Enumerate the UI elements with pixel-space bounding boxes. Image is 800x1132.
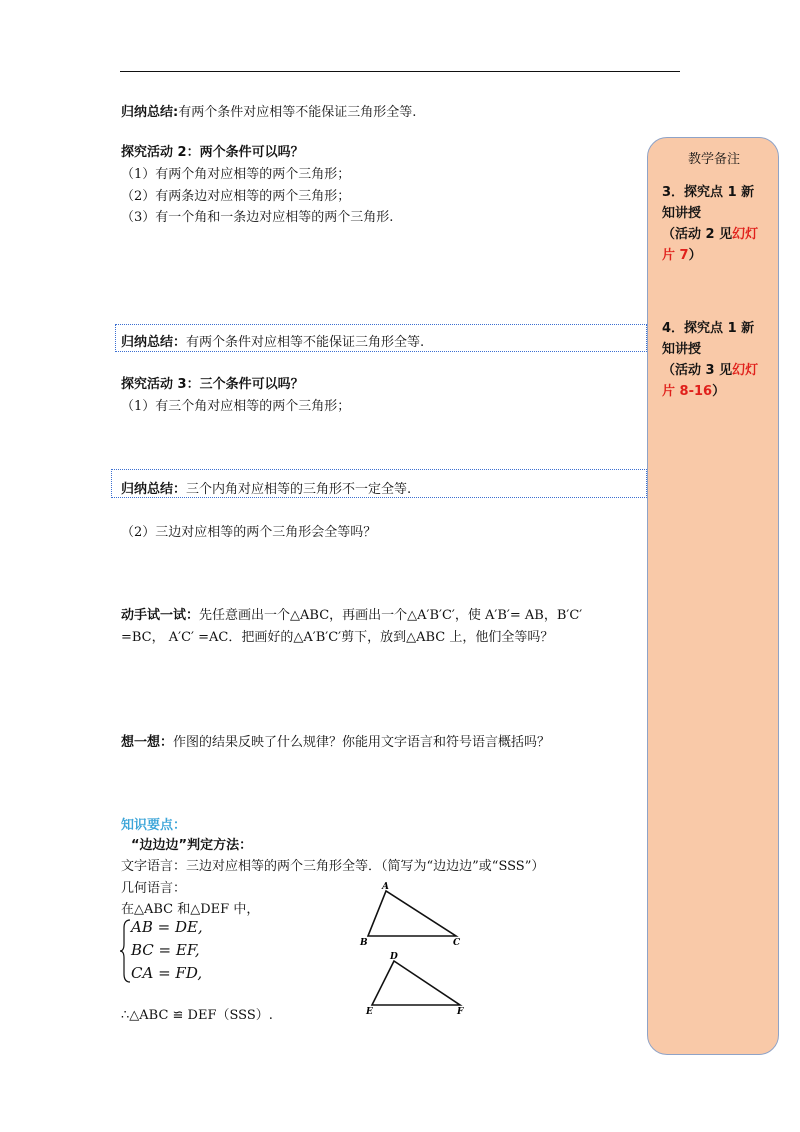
think-label: 想一想： <box>121 735 174 750</box>
activity-3-title: 探究活动 3：三个条件可以吗？ <box>121 377 304 392</box>
note-3-line-3a: （活动 2 见 <box>662 227 733 242</box>
activity-2-title: 探究活动 2：两个条件可以吗？ <box>121 145 304 160</box>
note-4-slide-number: 片 8-16 <box>662 384 713 399</box>
summary-1-label: 归纳总结: <box>121 105 179 120</box>
conclusion: ∴△ABC ≌ DEF（SSS）. <box>121 1008 273 1023</box>
label-d: D <box>390 952 398 962</box>
header-rule <box>120 71 680 72</box>
note-4-line-3a: （活动 3 见 <box>662 363 733 378</box>
activity-2-item-2: （2）有两条边对应相等的两个三角形； <box>121 189 351 204</box>
sss-title: “边边边”判定方法： <box>131 838 253 853</box>
summary-2-text: 有两个条件对应相等不能保证三角形全等. <box>186 335 425 350</box>
label-a: A <box>382 882 389 892</box>
equation-bc-ef: BC = EF, <box>131 941 200 959</box>
note-4-line-1: 4．探究点 1 新 <box>662 321 755 336</box>
note-4-slide-link: 幻灯 <box>732 363 759 378</box>
triangle-def <box>372 961 460 1005</box>
geometry-language: 几何语言： <box>121 881 187 896</box>
note-3-line-3 <box>662 224 758 245</box>
summary-1-text: 有两个条件对应相等不能保证三角形全等. <box>178 105 417 120</box>
label-f: F <box>457 1007 464 1017</box>
try-it-line-1 <box>121 604 582 623</box>
text-language: 文字语言：三边对应相等的两个三角形全等．（简写为“边边边”或“SSS”） <box>121 859 545 874</box>
equation-ca-fd: CA = FD, <box>131 964 203 982</box>
activity-2-item-1: （1）有两个角对应相等的两个三角形； <box>121 167 351 182</box>
note-3-line-1: 3．探究点 1 新 <box>662 185 755 200</box>
activity-2-item-3: （3）有一个角和一条边对应相等的两个三角形. <box>121 210 394 225</box>
think <box>121 731 550 750</box>
question-2: （2）三边对应相等的两个三角形会全等吗？ <box>121 525 377 540</box>
note-3-line-4 <box>662 245 702 266</box>
note-3-close: ） <box>688 248 702 263</box>
try-it-line-2: =BC， A′C′ =AC．把画好的△A′B′C′剪下，放到△ABC 上，他们全等吗？ <box>121 630 554 645</box>
note-3-slide-number: 片 7 <box>662 248 689 263</box>
think-text: 作图的结果反映了什么规律？你能用文字语言和符号语言概括吗？ <box>173 735 551 750</box>
summary-2 <box>121 331 424 350</box>
summary-3-label: 归纳总结： <box>121 482 187 497</box>
note-3-line-2: 知讲授 <box>662 206 702 221</box>
activity-3-item-1: （1）有三个角对应相等的两个三角形； <box>121 399 351 414</box>
note-4-line-4 <box>662 381 725 402</box>
note-4-line-2: 知讲授 <box>662 342 702 357</box>
note-4-close: ） <box>712 384 726 399</box>
teaching-notes-panel <box>647 137 779 1055</box>
summary-3-text: 三个内角对应相等的三角形不一定全等. <box>186 482 412 497</box>
label-e: E <box>366 1007 373 1017</box>
note-3-slide-link: 幻灯 <box>732 227 759 242</box>
try-it-label: 动手试一试： <box>121 608 200 623</box>
summary-3 <box>121 478 411 497</box>
triangles-figure <box>355 880 475 1020</box>
teaching-notes-title: 教学备注 <box>688 152 741 167</box>
summary-2-label: 归纳总结： <box>121 335 187 350</box>
triangle-abc <box>368 891 456 936</box>
equation-ab-de: AB = DE, <box>131 918 203 936</box>
note-4-line-3 <box>662 360 758 381</box>
label-b: B <box>360 938 368 948</box>
try-it-text-1: 先任意画出一个△ABC，再画出一个△A′B′C′，使 A′B′= AB，B′C′ <box>199 608 583 623</box>
label-c: C <box>453 938 461 948</box>
knowledge-heading: 知识要点： <box>121 818 187 833</box>
in-triangles-line: 在△ABC 和△DEF 中， <box>121 902 260 917</box>
summary-1 <box>121 101 416 120</box>
